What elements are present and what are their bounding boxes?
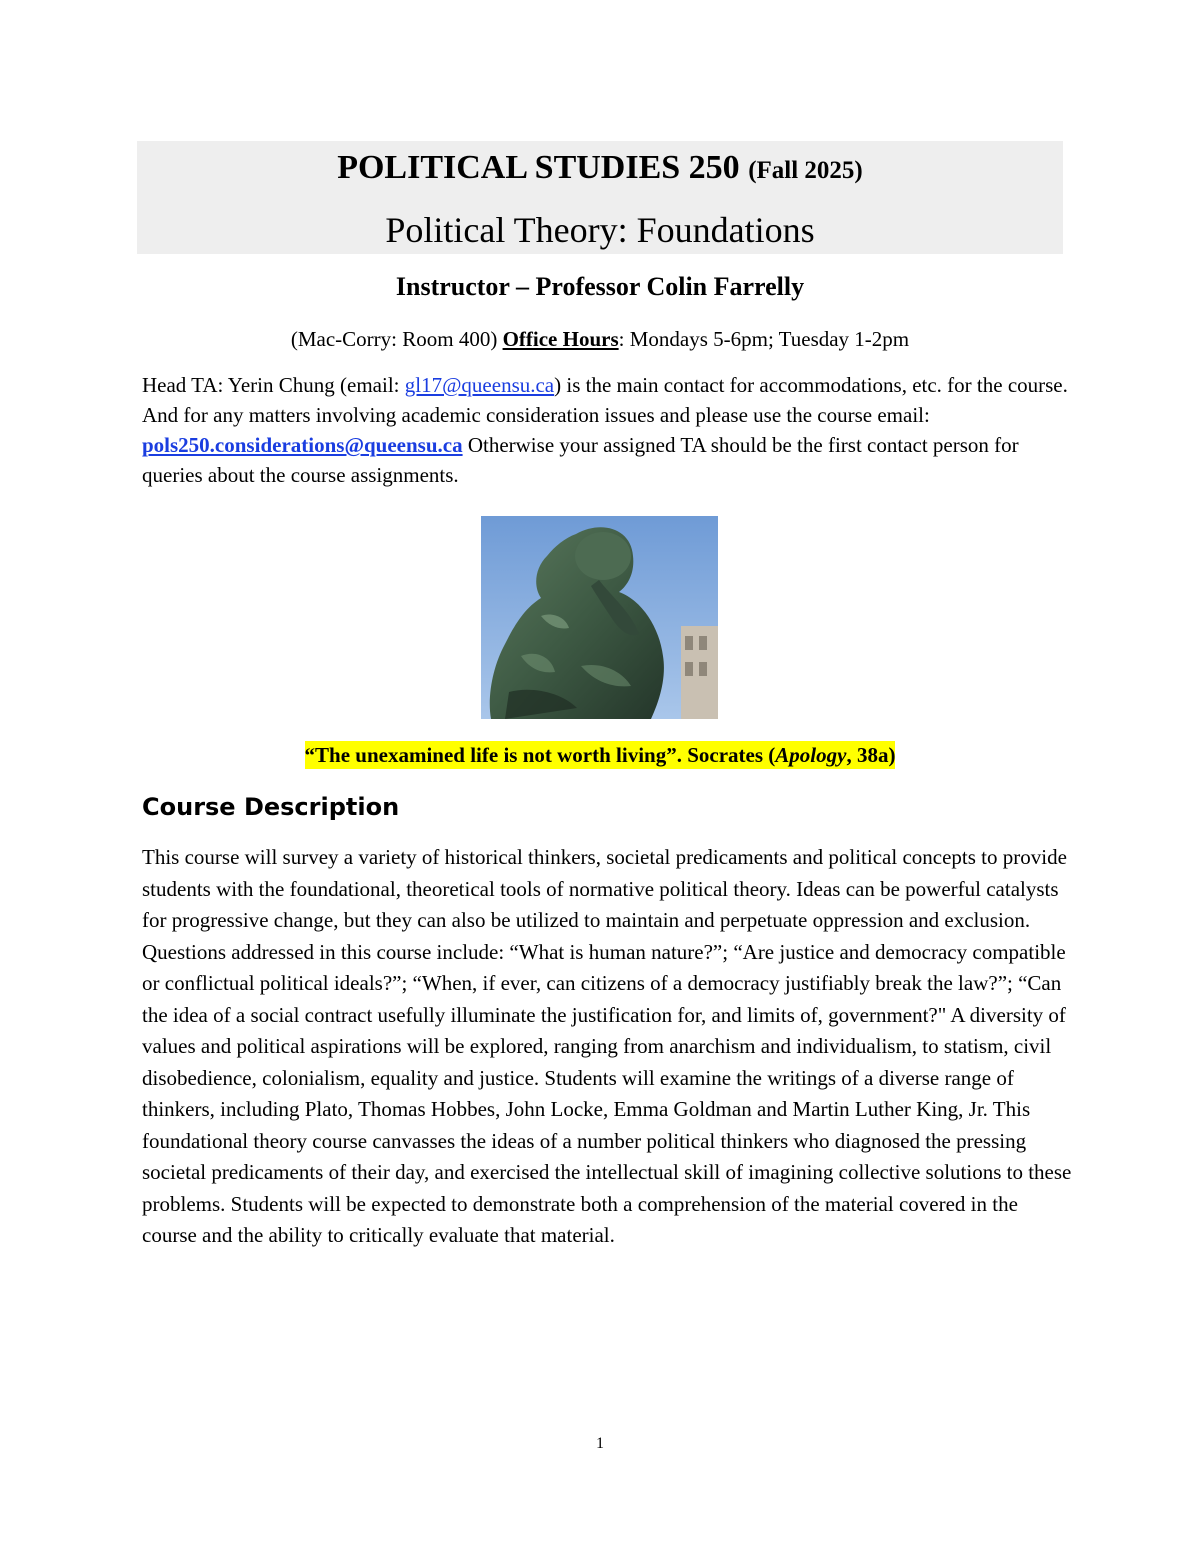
ta-email-link[interactable]: gl17@queensu.ca bbox=[404, 373, 555, 397]
considerations-email-link[interactable]: pols250.considerations@queensu.ca bbox=[142, 433, 463, 457]
thinker-statue-image bbox=[481, 516, 718, 719]
page-number: 1 bbox=[596, 1435, 604, 1452]
course-term: (Fall 2025) bbox=[748, 157, 863, 184]
office-location: (Mac-Corry: Room 400) bbox=[290, 327, 503, 351]
quote-source-ref: , 38a) bbox=[846, 743, 896, 767]
ta-text-3: Otherwise your assigned TA should be the first contact person for queries about the course assignments. bbox=[142, 433, 1019, 487]
quote-source-title: Apology bbox=[775, 743, 847, 767]
ta-text-1: Head TA: Yerin Chung (email: bbox=[142, 373, 405, 397]
course-description-body: This course will survey a variety of historical thinkers, societal predicaments and political concepts to provide students with the foundational, theoretical tools of normative political theory. Ideas can be powerful catalysts for progressive change, but they can also be utilized to maintain and perpetuate oppression and exclusion. Questions addressed in this course include: “What is human nature?”; “Are justice and democracy compatible or conflictual political ideals?”; “When, if ever, can citizens of a democracy justifiably break the law?”; “Can the idea of a social contract usefully illuminate the justification for, and limits of, government?" A diversity of values and political aspirations will be explored, ranging from anarchism and individualism, to statism, civil disobedience, colonialism, equality and justice. Students will examine the writings of a diverse range of thinkers, including Plato, Thomas Hobbes, John Locke, Emma Goldman and Martin Luther King, Jr. This foundational theory course canvasses the ideas of a number political thinkers who diagnosed the pressing societal predicaments of their day, and exercised the intellectual skill of imagining collective solutions to these problems. Students will be expected to demonstrate both a comprehension of the material covered in the course and the ability to critically evaluate that material. bbox=[142, 845, 1072, 1247]
course-code: POLITICAL STUDIES 250 bbox=[337, 149, 740, 186]
office-hours-value: : Mondays 5-6pm; Tuesday 1-2pm bbox=[618, 327, 910, 351]
quote-highlight bbox=[305, 741, 896, 769]
office-hours-line bbox=[0, 324, 1200, 354]
instructor-line: Instructor – Professor Colin Farrelly bbox=[395, 272, 805, 301]
course-code-heading bbox=[0, 146, 1200, 193]
ta-text-2: ) is the main contact for accommodations, etc. for the course. And for any matters involving academic consideration issues and please use the course email: bbox=[142, 373, 1068, 427]
course-title: Political Theory: Foundations bbox=[385, 210, 815, 250]
course-description-heading: Course Description bbox=[142, 793, 400, 821]
head-ta-paragraph bbox=[142, 370, 1072, 490]
socrates-quote bbox=[0, 739, 1200, 771]
office-hours-label: Office Hours bbox=[502, 327, 619, 351]
quote-text: “The unexamined life is not worth living”. Socrates ( bbox=[304, 743, 776, 767]
